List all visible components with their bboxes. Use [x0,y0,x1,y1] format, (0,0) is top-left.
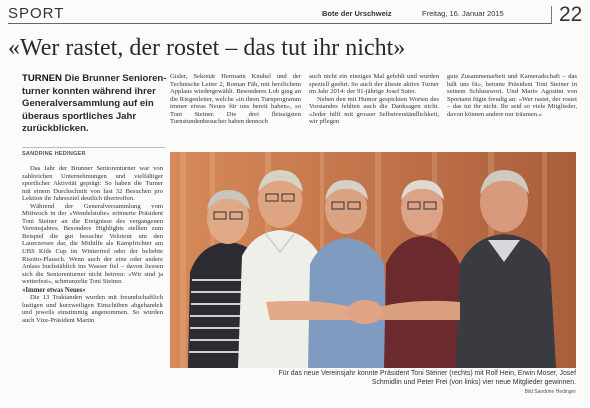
paragraph: auch nicht ein einziges Mal gefehlt und wurden speziell geehrt. So auch der älteste aktive Turner im Jahr 2014: der 91-jährige Josef Suter. [309,73,439,96]
paragraph: Während der Generalversammlung vom Mittwoch in der «Wendelstube» erinnerte Präsident Toni Steiner an die Ereignisse des vergangenen Vereinsjahres. Besondere Highlights stellten zum Beispiel die gut besuchte Velotour um den Lauerzersee dar, die Mithilfe als Kampfrichter am UBS Kids Cup im Winterried oder der beliebte Risotto-Plausch. Wenn auch der eine oder andere Anlass buchstäblich ins Wasser fiel – davon liessen sich die Seniorenturner nicht beirren: «Wir sind ja wetterfest», schmunzelte Toni Steiner. [22,202,163,286]
header-divider [551,6,552,23]
issue-date: Freitag, 16. Januar 2015 [422,9,504,18]
article-column-2 [170,73,301,126]
article-headline: «Wer rastet, der rostet – das tut ihr nicht» [8,35,406,61]
lead-separator [22,147,165,148]
article-lead [22,73,170,136]
article-column-3 [309,73,439,126]
photo-credit: Bild Sandrine Hedinger [524,389,576,395]
paragraph: gute Zusammenarbeit und Kameradschaft – das hält uns fit», betonte Präsident Toni Steiner in seinem Schlusswort. Und Mario Agostini von Sportamt fügte freudig an: «Wer rastet, der rostet – das tut ihr nicht. Ihr seid so viele Mitglieder, davon können andere nur träumen.» [447,73,577,118]
section-label: SPORT [8,5,65,22]
article-author: SANDRINE HEDINGER [22,151,86,157]
lead-text: Die Brunner Seniorenturner konnten während ihrer Generalversammlung auf ein überaus sportliches Jahr zurückblicken. [22,73,167,135]
page-number: 22 [559,3,583,26]
subheading: «Immer etwas Neues» [22,286,86,294]
paragraph: Die 13 Traktanden wurden mit freundschaftlich lustigen und kurzweiligen Einschüben abgehandelt und jeweils einstimmig angenommen. So wurden auch Vize-Präsident Martin [22,294,163,324]
page-header [0,0,590,26]
lead-keyword: TURNEN [22,73,62,84]
photo-caption: Für das neue Vereinsjahr konnte Präsident Toni Steiner (rechts) mit Rolf Hein, Erwin Moser, Josef Schmidlin und Peter Frei (von links) vier neue Mitglieder gewinnen. [278,370,576,386]
article-column-1 [22,165,163,324]
article-photo [170,152,576,368]
newspaper-name: Bote der Urschweiz [322,9,392,18]
group-photo-illustration [170,152,576,368]
article-column-4 [447,73,577,118]
paragraph: Neben den mit Humor gespickten Worten des Vorstandes fehlten auch die Danksagen nicht. «Jeder hilft mit grosser Selbstverständlichkeit, wir pflegen [309,95,439,126]
header-rule [8,23,552,24]
paragraph: Gisler, Sekretär Hermann Knubel und der Technische Leiter 2, Roman Fäh, mit herzlichem Applaus wiedergewählt. Besonderes Lob ging an die Riegenleiter, welche «in ihren Turnprogramm immer etwas Neues für uns bereit haben», so Toni Steiner. Die drei fleissigsten Turnstundenbesucher haben dennoch [170,73,301,126]
paragraph: Das Jahr der Brunner Seniorenturner war von zahlreichen Unternehmungen und vielfältiger sportlicher Aktivität geprägt: So haben die Turner mit einem Durchschnitt von fast 32 Besuchen pro Lektion ihr Jahresziel deutlich übertroffen. [22,165,163,203]
